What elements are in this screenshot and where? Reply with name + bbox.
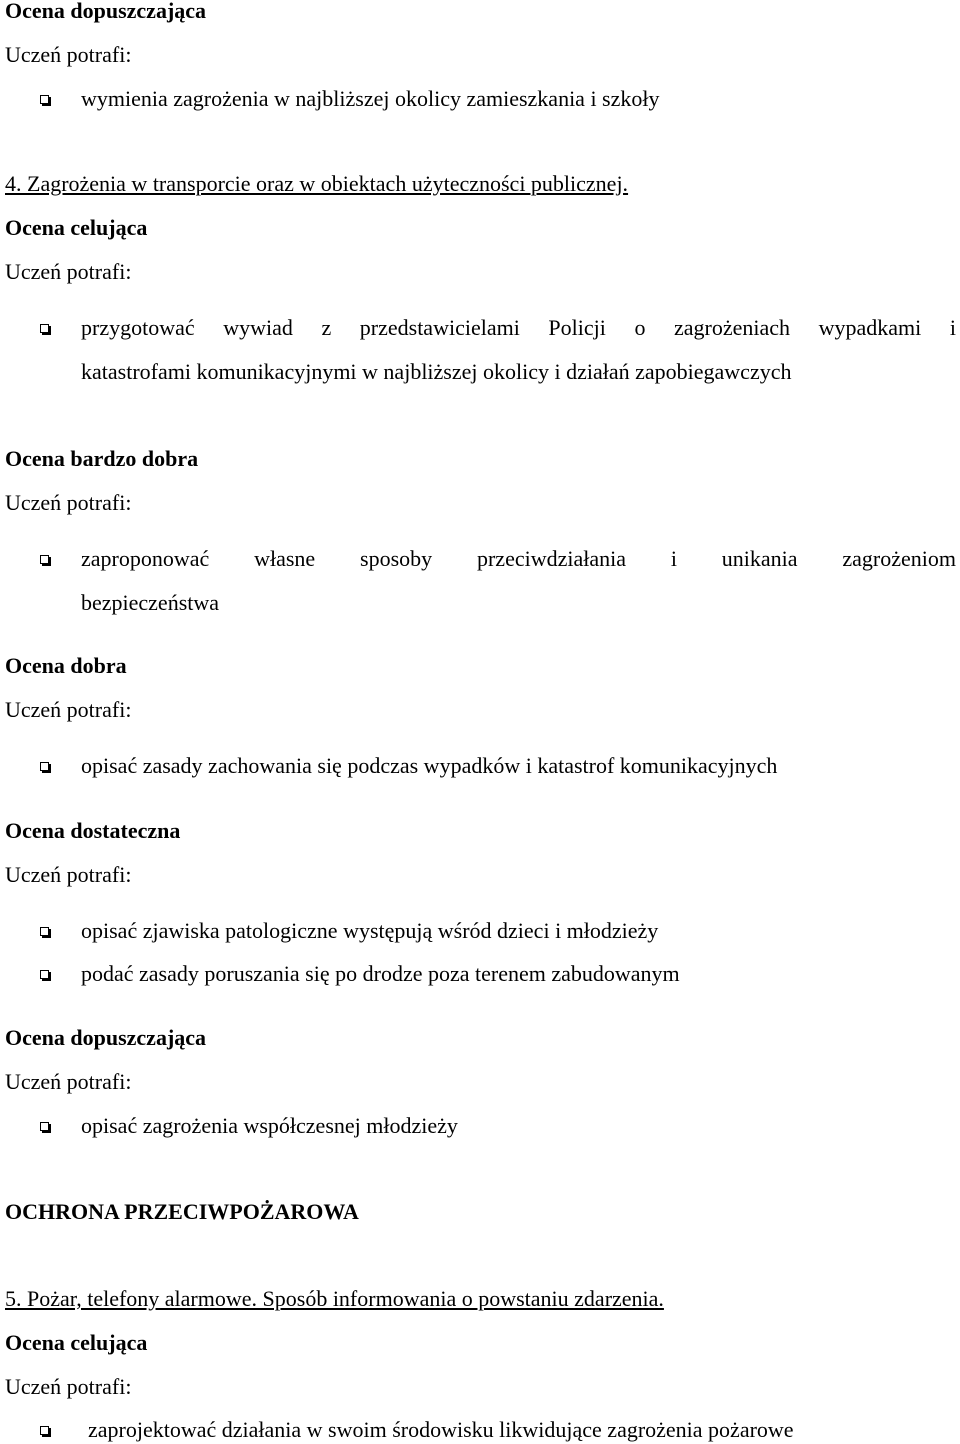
grade-heading: Ocena dostateczna (5, 818, 181, 843)
checkbox-bullet-icon (40, 1426, 49, 1435)
student-can-label: Uczeń potrafi: (5, 1374, 132, 1399)
checkbox-bullet-icon (40, 324, 49, 333)
checkbox-bullet-icon (40, 555, 49, 564)
list-item (81, 546, 956, 572)
grade-heading: Ocena dobra (5, 653, 127, 678)
grade-heading: Ocena bardzo dobra (5, 446, 199, 471)
list-item: podać zasady poruszania się po drodze poza terenem zabudowanym (81, 961, 680, 986)
word: zagrożeniach (674, 315, 791, 340)
checkbox-bullet-icon (40, 1122, 49, 1131)
word: wywiad (223, 315, 293, 340)
word: wypadkami (818, 315, 922, 340)
word: Policji (548, 315, 606, 340)
checkbox-bullet-icon (40, 762, 49, 771)
list-item: opisać zjawiska patologiczne występują wśród dzieci i młodzieży (81, 918, 659, 943)
section-title: 4. Zagrożenia w transporcie oraz w obiektach użyteczności publicznej. (5, 171, 629, 196)
list-item: zaprojektować działania w swoim środowisku likwidujące zagrożenia pożarowe (88, 1417, 794, 1442)
word: unikania (721, 546, 798, 571)
word: i (670, 546, 677, 571)
word: przedstawicielami (359, 315, 520, 340)
student-can-label: Uczeń potrafi: (5, 259, 132, 284)
student-can-label: Uczeń potrafi: (5, 42, 132, 67)
checkbox-bullet-icon (40, 95, 49, 104)
word: sposoby (360, 546, 433, 571)
grade-heading: Ocena dopuszczająca (5, 1025, 207, 1050)
list-item-continuation: katastrofami komunikacyjnymi w najbliższej okolicy i działań zapobiegawczych (81, 359, 792, 384)
word: o (634, 315, 646, 340)
section-title: 5. Pożar, telefony alarmowe. Sposób informowania o powstaniu zdarzenia. (5, 1286, 664, 1311)
student-can-label: Uczeń potrafi: (5, 697, 132, 722)
checkbox-bullet-icon (40, 927, 49, 936)
grade-heading: Ocena celująca (5, 215, 148, 240)
word: i (949, 315, 956, 340)
word: przygotować (81, 315, 195, 340)
list-item: opisać zasady zachowania się podczas wypadków i katastrof komunikacyjnych (81, 753, 778, 778)
word: własne (254, 546, 316, 571)
word: zagrożeniom (842, 546, 956, 571)
word: przeciwdziałania (476, 546, 626, 571)
student-can-label: Uczeń potrafi: (5, 862, 132, 887)
grade-heading: Ocena dopuszczająca (5, 0, 207, 23)
checkbox-bullet-icon (40, 970, 49, 979)
word: z (321, 315, 332, 340)
student-can-label: Uczeń potrafi: (5, 1069, 132, 1094)
list-item: opisać zagrożenia współczesnej młodzieży (81, 1113, 458, 1138)
student-can-label: Uczeń potrafi: (5, 490, 132, 515)
list-item (81, 315, 956, 341)
word: zaproponować (81, 546, 210, 571)
list-item-continuation: bezpieczeństwa (81, 590, 220, 615)
list-item: wymienia zagrożenia w najbliższej okolicy zamieszkania i szkoły (81, 86, 660, 111)
grade-heading: Ocena celująca (5, 1330, 148, 1355)
chapter-title: OCHRONA PRZECIWPOŻAROWA (5, 1199, 359, 1224)
